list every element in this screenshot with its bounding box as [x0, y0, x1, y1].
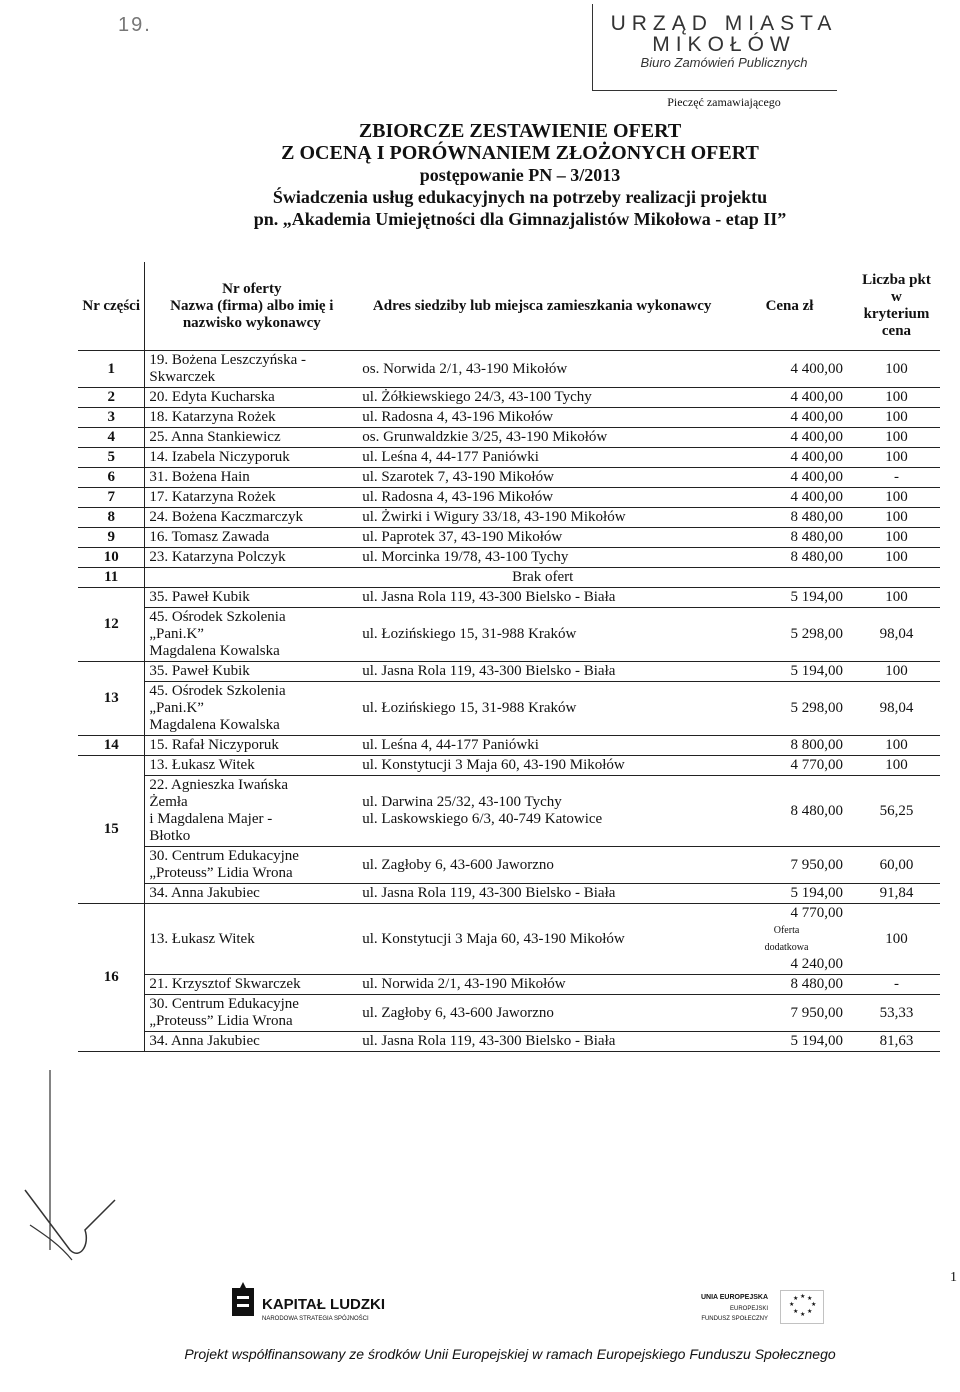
offers-table: [78, 262, 940, 1052]
contractor-address: ul. Morcinka 19/78, 43-100 Tychy: [362, 549, 569, 565]
table-header-row: [78, 262, 940, 351]
page-number: 1: [950, 1270, 957, 1285]
header-firm-line2: Nazwa (firma) albo imię i nazwisko wykonawcy: [170, 297, 334, 331]
contractor-address: ul. Żółkiewskiego 24/3, 43-100 Tychy: [362, 389, 592, 405]
table-row: [78, 448, 940, 468]
contractor-name: 35. Paweł Kubik: [149, 589, 250, 605]
header-firm-line1: Nr oferty: [222, 280, 282, 297]
contractor-name-line: 30. Centrum Edukacyjne: [149, 996, 299, 1012]
part-number: 1: [78, 351, 145, 388]
contractor-name: 31. Bożena Hain: [149, 469, 250, 485]
table-row: [78, 884, 940, 904]
additional-offer-note: dodatkowa: [764, 942, 809, 953]
contractor-address: [358, 776, 726, 847]
offer-points: 56,25: [879, 802, 914, 819]
table-row: [78, 408, 940, 428]
part-number: 11: [78, 568, 145, 588]
contractor-address: ul. Zagłoby 6, 43-600 Jaworzno: [362, 856, 554, 873]
contractor-name: 16. Tomasz Zawada: [149, 529, 270, 545]
contractor-name-line: „Pani.K”: [149, 626, 204, 642]
svg-text:★: ★: [807, 1295, 813, 1302]
svg-text:★: ★: [793, 1295, 799, 1302]
offer-price: 5 298,00: [790, 700, 843, 716]
title-line-3: postępowanie PN – 3/2013: [419, 165, 621, 185]
table-row: [78, 508, 940, 528]
table-row: [78, 1032, 940, 1052]
contractor-address: ul. Norwida 2/1, 43-190 Mikołów: [362, 976, 566, 992]
contractor-name-line: Magdalena Kowalska: [149, 643, 280, 659]
table-row: [78, 682, 940, 736]
contractor-address: ul. Radosna 4, 43-196 Mikołów: [362, 489, 554, 505]
offer-price: 8 800,00: [790, 737, 843, 753]
contractor-name-line: Błotko: [149, 828, 191, 844]
contractor-name: 25. Anna Stankiewicz: [149, 429, 281, 445]
contractor-address: ul. Szarotek 7, 43-190 Mikołów: [362, 469, 554, 485]
table-row: [78, 468, 940, 488]
part-number: 7: [78, 488, 145, 508]
offer-points: 100: [885, 429, 908, 445]
table-row: [78, 568, 940, 588]
table-row: [78, 662, 940, 682]
header-nr: Nr części: [78, 262, 145, 351]
table-row: [78, 528, 940, 548]
offer-points: 100: [885, 663, 908, 679]
additional-offer-note: Oferta: [773, 925, 800, 936]
contractor-address: os. Norwida 2/1, 43-190 Mikołów: [362, 360, 568, 377]
offer-points: 100: [885, 389, 908, 405]
contractor-name: 15. Rafał Niczyporuk: [149, 737, 279, 753]
table-row: [78, 548, 940, 568]
contractor-address: ul. Łozińskiego 15, 31-988 Kraków: [362, 626, 577, 642]
svg-text:★: ★: [793, 1308, 799, 1315]
kapital-ludzki-subtitle: NARODOWA STRATEGIA SPÓJNOŚCI: [262, 1316, 369, 1322]
project-footer-text: Projekt współfinansowany ze środków Unii Europejskiej w ramach Europejskiego Funduszu Społecznego: [184, 1346, 836, 1362]
offer-price: 4 400,00: [790, 360, 843, 377]
offer-price: 7 950,00: [790, 1004, 843, 1021]
svg-text:★: ★: [800, 1293, 806, 1300]
offer-points: 100: [885, 757, 908, 773]
table-row: [78, 736, 940, 756]
offer-points: 81,63: [879, 1033, 914, 1049]
contractor-address: ul. Leśna 4, 44-177 Paniówki: [362, 737, 539, 753]
header-points: Liczba pkt w kryterium cena: [853, 262, 940, 351]
date-stamp: 19.: [118, 14, 152, 36]
stamp-department: Biuro Zamówień Publicznych: [640, 55, 808, 70]
contractor-name-line: „Proteuss” Lidia Wrona: [149, 865, 293, 881]
offer-price: 5 194,00: [790, 885, 843, 901]
contractor-name-line: Magdalena Kowalska: [149, 717, 280, 733]
offer-price: 8 480,00: [790, 802, 843, 819]
contractor-name-line: i Magdalena Majer -: [149, 811, 273, 827]
offer-price-main: 4 770,00: [790, 905, 843, 921]
table-row: [78, 428, 940, 448]
contractor-address: ul. Jasna Rola 119, 43-300 Bielsko - Biała: [362, 589, 616, 605]
contractor-name: [145, 995, 358, 1032]
table-row: [78, 756, 940, 776]
contractor-name: 13. Łukasz Witek: [149, 930, 255, 947]
contractor-name: 20. Edyta Kucharska: [149, 389, 275, 405]
table-row: [78, 904, 940, 975]
offer-price: 5 194,00: [790, 589, 843, 605]
contractor-address: ul. Jasna Rola 119, 43-300 Bielsko - Biała: [362, 1033, 616, 1049]
contractor-name: 34. Anna Jakubiec: [149, 1033, 260, 1049]
handwritten-signature: [10, 1060, 130, 1280]
offer-points: 100: [885, 589, 908, 605]
part-number: 12: [78, 588, 145, 662]
offer-price: 4 770,00: [790, 757, 843, 773]
offer-points: 98,04: [879, 700, 914, 716]
contractor-name: [145, 776, 358, 847]
title-line-5: pn. „Akademia Umiejętności dla Gimnazjalistów Mikołowa - etap II”: [253, 209, 787, 229]
contractor-address: ul. Paprotek 37, 43-190 Mikołów: [362, 529, 563, 545]
header-firm: [145, 262, 358, 351]
table-row: [78, 488, 940, 508]
eu-label-line2: EUROPEJSKI: [729, 1306, 768, 1312]
contractor-address: ul. Konstytucji 3 Maja 60, 43-190 Mikołów: [362, 930, 625, 947]
offer-price: 4 400,00: [790, 429, 843, 445]
part-number: 3: [78, 408, 145, 428]
contractor-address: ul. Jasna Rola 119, 43-300 Bielsko - Biała: [362, 663, 616, 679]
offer-points: -: [893, 469, 899, 485]
contractor-address-line: ul. Darwina 25/32, 43-100 Tychy: [362, 794, 562, 810]
part-number: 15: [78, 756, 145, 904]
title-line-2: Z OCENĄ I PORÓWNANIEM ZŁOŻONYCH OFERT: [281, 142, 759, 164]
offer-price: 5 194,00: [790, 1033, 843, 1049]
contractor-address: ul. Żwirki i Wigury 33/18, 43-190 Mikołów: [362, 509, 626, 525]
eu-flag-icon: [780, 1290, 824, 1324]
offer-points: 100: [885, 489, 908, 505]
contractor-name: 23. Katarzyna Polczyk: [149, 549, 286, 565]
contractor-address: ul. Zagłoby 6, 43-600 Jaworzno: [362, 1004, 554, 1021]
contractor-name: 24. Bożena Kaczmarczyk: [149, 509, 304, 525]
contractor-name-line: Żemła: [149, 794, 188, 810]
contractor-name: 17. Katarzyna Rożek: [149, 489, 276, 505]
no-offers: Brak ofert: [512, 569, 574, 585]
offer-points: 100: [885, 409, 908, 425]
contractor-name-line: „Proteuss” Lidia Wrona: [149, 1013, 293, 1029]
contractor-address: ul. Leśna 4, 44-177 Paniówki: [362, 449, 539, 465]
contractor-name: 35. Paweł Kubik: [149, 663, 250, 679]
svg-text:★: ★: [807, 1308, 813, 1315]
offer-price: 4 400,00: [790, 489, 843, 505]
eu-label-line1: UNIA EUROPEJSKA: [700, 1294, 768, 1301]
contractor-name: 21. Krzysztof Skwarczek: [149, 976, 301, 992]
stamp-city-name: MIKOŁÓW: [652, 33, 796, 56]
part-number: 9: [78, 528, 145, 548]
offer-price: 8 480,00: [790, 509, 843, 525]
contractor-address: ul. Radosna 4, 43-196 Mikołów: [362, 409, 554, 425]
contractor-address: ul. Jasna Rola 119, 43-300 Bielsko - Biała: [362, 885, 616, 901]
part-number: 16: [78, 904, 145, 1052]
kapital-ludzki-logo-icon: [228, 1280, 258, 1320]
contractor-name: [145, 608, 358, 662]
header-price: Cena zł: [726, 262, 853, 351]
offer-points: 100: [885, 737, 908, 753]
stamp-office-name: URZĄD MIASTA: [610, 12, 838, 35]
offer-points: 91,84: [879, 885, 914, 901]
offer-price: 4 400,00: [790, 469, 843, 485]
offer-price: 8 480,00: [790, 529, 843, 545]
part-number: 14: [78, 736, 145, 756]
offer-points: 100: [885, 509, 908, 525]
offer-price: [726, 904, 853, 975]
kapital-ludzki-title: KAPITAŁ LUDZKI: [262, 1296, 386, 1313]
table-row: [78, 588, 940, 608]
offer-price: 5 298,00: [790, 626, 843, 642]
part-number: 5: [78, 448, 145, 468]
contractor-name-line: „Pani.K”: [149, 700, 204, 716]
contractor-address: os. Grunwaldzkie 3/25, 43-190 Mikołów: [362, 429, 608, 445]
eu-label-line3: FUNDUSZ SPOŁECZNY: [701, 1316, 768, 1322]
table-row: [78, 975, 940, 995]
part-number: 10: [78, 548, 145, 568]
contractor-name: 34. Anna Jakubiec: [149, 885, 260, 901]
svg-text:★: ★: [789, 1301, 795, 1308]
table-row: [78, 608, 940, 662]
offer-price: 7 950,00: [790, 856, 843, 873]
contractor-name: [145, 682, 358, 736]
title-line-4: Świadczenia usług edukacyjnych na potrzeby realizacji projektu: [272, 187, 768, 207]
part-number: 6: [78, 468, 145, 488]
table-row: [78, 995, 940, 1032]
contractor-name: 19. Bożena Leszczyńska - Skwarczek: [149, 352, 306, 385]
offer-price: 4 400,00: [790, 409, 843, 425]
table-row: [78, 388, 940, 408]
offer-price: 5 194,00: [790, 663, 843, 679]
offer-price: 8 480,00: [790, 976, 843, 992]
offer-points: 60,00: [879, 856, 914, 873]
part-number: 8: [78, 508, 145, 528]
offer-points: 98,04: [879, 626, 914, 642]
contractor-name: [145, 847, 358, 884]
offer-points: 100: [885, 360, 908, 377]
offer-points: 100: [885, 449, 908, 465]
part-number: 13: [78, 662, 145, 736]
table-row: [78, 351, 940, 388]
offer-points: 100: [885, 549, 908, 565]
contractor-address: ul. Konstytucji 3 Maja 60, 43-190 Mikołów: [362, 757, 625, 773]
contractor-name: 14. Izabela Niczyporuk: [149, 449, 290, 465]
document-title: [140, 120, 900, 230]
offer-price: 8 480,00: [790, 549, 843, 565]
svg-text:★: ★: [800, 1311, 806, 1318]
contractor-name: 18. Katarzyna Rożek: [149, 409, 276, 425]
contractor-name-line: 30. Centrum Edukacyjne: [149, 848, 299, 864]
offer-points: 100: [885, 930, 908, 947]
offer-points: -: [893, 976, 899, 992]
contractor-name-line: 45. Ośrodek Szkolenia: [149, 683, 286, 699]
stamp-caption: Pieczęć zamawiającego: [667, 95, 781, 109]
contractor-name: 13. Łukasz Witek: [149, 757, 255, 773]
offer-price-additional: 4 240,00: [790, 956, 843, 972]
offer-points: 53,33: [879, 1004, 914, 1021]
offer-price: 4 400,00: [790, 449, 843, 465]
part-number: 4: [78, 428, 145, 448]
offer-points: 100: [885, 529, 908, 545]
contractor-name-line: 45. Ośrodek Szkolenia: [149, 609, 286, 625]
title-line-1: ZBIORCZE ZESTAWIENIE OFERT: [358, 120, 682, 142]
contractor-name-line: 22. Agnieszka Iwańska: [149, 777, 289, 793]
contractor-address-line: ul. Laskowskiego 6/3, 40-749 Katowice: [362, 811, 603, 827]
svg-text:★: ★: [811, 1301, 817, 1308]
part-number: 2: [78, 388, 145, 408]
contractor-address: ul. Łozińskiego 15, 31-988 Kraków: [362, 700, 577, 716]
table-row: [78, 847, 940, 884]
table-row: [78, 776, 940, 847]
header-address: Adres siedziby lub miejsca zamieszkania wykonawcy: [358, 262, 726, 351]
offer-price: 4 400,00: [790, 389, 843, 405]
